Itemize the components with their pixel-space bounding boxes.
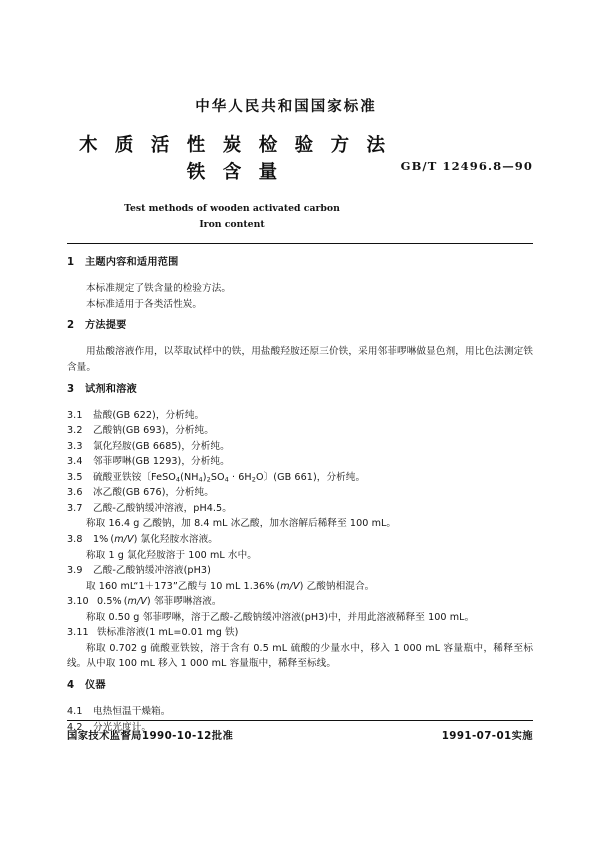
clause-3-4-text: 邻菲啰啉(GB 1293)，分析纯。 [93,456,230,468]
section-4-title: 仪器 [85,679,106,691]
clause-3-6-number: 3.6 [67,487,83,499]
clause-3-10-number: 3.10 [67,596,89,608]
clause-4-1-number: 4.1 [67,705,83,717]
clause-3-6 [67,485,533,501]
clause-3-3 [67,439,533,455]
english-subtitle-line2: Iron content [199,219,265,231]
clause-3-9-number: 3.9 [67,565,83,577]
section-1-title: 主题内容和适用范围 [85,257,179,268]
clause-3-5-text: 硫酸亚铁铵〔$FeSO_4(NH_4)_2SO_4 \cdot 6H_2O$〕(GB 661)，分析纯。 [93,471,366,484]
clause-3-8-number: 3.8 [67,533,83,545]
clause-3-2-number: 3.2 [67,425,83,437]
clause-3-5 [67,470,533,486]
section-3-title: 试剂和溶液 [85,383,137,395]
clause-3-1-number: 3.1 [67,409,83,421]
section-3-number: 3 [67,383,75,395]
clause-3-8-paragraph: 称取 1 g 氯化羟胺溶于 100 mL 水中。 [86,549,257,561]
clause-3-6-text: 冰乙酸(GB 676)，分析纯。 [93,487,214,499]
footer-approval-text: 国家技术监督局1990-10-12批准 [67,730,234,742]
clause-3-9-text: 乙酸-乙酸钠缓冲溶液(pH3) [93,565,211,577]
clause-3-2-text: 乙酸钠(GB 693)，分析纯。 [93,425,214,437]
clause-3-3-number: 3.3 [67,440,83,452]
clause-3-4-number: 3.4 [67,456,83,468]
clause-3-11-number: 3.11 [67,627,89,639]
section-1-heading [67,258,533,268]
document-title-line1: 木 质 活 性 炭 检 验 方 法 [78,135,391,156]
footer-divider-rule [67,720,533,721]
clause-3-7-paragraph: 称取 16.4 g 乙酸钠，加 8.4 mL 冰乙酸，加水溶解后稀释至 100 mL。 [86,518,397,530]
clause-3-7-text: 乙酸-乙酸钠缓冲溶液，pH4.5。 [93,502,232,514]
section-2-title: 方法提要 [85,320,127,332]
clause-3-3-text: 氯化羟胺(GB 6685)，分析纯。 [93,440,230,452]
clause-4-1 [67,704,533,720]
clause-3-7 [67,501,533,517]
section-4-number: 4 [67,679,75,691]
clause-3-7-number: 3.7 [67,502,83,514]
clause-3-11 [67,625,533,641]
clause-3-8-text: 1% (m/V) 氯化羟胺水溶液。 [93,533,218,545]
section-4-heading [67,681,533,691]
clause-3-4 [67,454,533,470]
section-1-line-2: 本标准适用于各类活性炭。 [86,298,203,310]
document-body [67,258,533,735]
section-1-number: 1 [67,257,75,268]
section-3-heading [67,385,533,395]
clause-3-5-number: 3.5 [67,471,83,483]
standard-number: GB/T 12496.8—90 [400,159,533,173]
clause-4-2-number: 4.2 [67,721,83,733]
clause-3-9-paragraph: 取 160 mL“1＋173”乙酸与 10 mL 1.36% (m/V) 乙酸钠相混合。 [86,580,375,592]
clause-3-10-paragraph: 称取 0.50 g 邻菲啰啉，溶于乙酸-乙酸钠缓冲溶液(pH3)中，并用此溶液稀释至 100 mL。 [86,611,475,623]
document-title [67,133,397,187]
clause-3-1 [67,408,533,424]
clause-3-11-paragraph: 称取 0.702 g 硫酸亚铁铵，溶于含有 0.5 mL 硫酸的少量水中，移入 1 000 mL 容量瓶中，稀释至标线。从中取 100 mL 移入 1 000 mL 容量瓶中，稀释至标线。 [67,642,533,670]
section-2-heading [67,321,533,331]
header-divider-rule [67,243,533,244]
title-row [67,133,533,189]
footer-effective-text: 1991-07-01实施 [441,730,533,742]
english-subtitle-line1: Test methods of wooden activated carbon [124,203,340,214]
issuing-organization: 中华人民共和国国家标准 [195,99,377,115]
clause-3-11-text: 铁标准溶液(1 mL=0.01 mg 铁) [97,627,239,639]
section-2-paragraph: 用盐酸溶液作用，以萃取试样中的铁，用盐酸羟胺还原三价铁，采用邻菲啰啉做显色剂，用比色法测定铁含量。 [67,346,533,373]
section-2-number: 2 [67,320,75,332]
clause-3-2 [67,423,533,439]
clause-3-8 [67,532,533,548]
clause-3-9 [67,563,533,579]
clause-3-10 [67,594,533,610]
clause-4-1-text: 电热恒温干燥箱。 [93,705,171,717]
clause-4-2-text: 分光光度计。 [93,721,152,733]
clause-3-10-text: 0.5% (m/V) 邻菲啰啉溶液。 [97,596,222,608]
english-subtitle [67,201,397,234]
document-title-line2: 铁 含 量 [186,161,283,183]
clause-3-1-text: 盐酸(GB 622)，分析纯。 [93,409,205,421]
section-1-line-1: 本标准规定了铁含量的检验方法。 [86,283,232,295]
document-header [67,95,533,234]
